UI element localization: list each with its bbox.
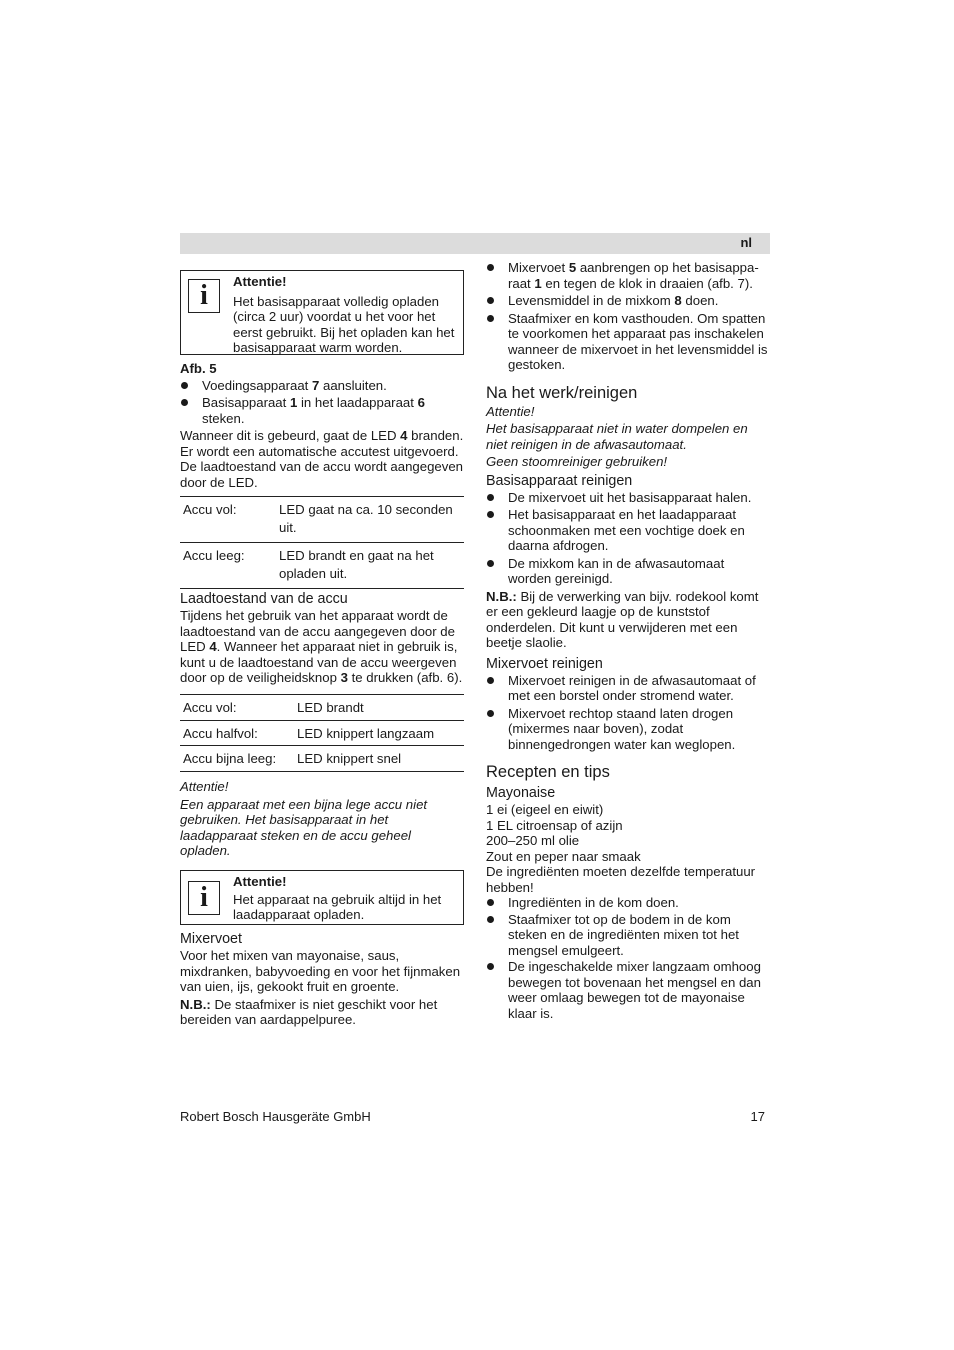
bullet-list <box>486 895 770 1021</box>
table-cell: Accu bijna leeg: <box>180 746 294 772</box>
section-heading: Mixervoet <box>180 931 242 947</box>
right-column <box>486 260 770 1021</box>
note-text: Het apparaat na gebruik altijd in het laadapparaat opladen. <box>233 891 442 922</box>
table-row <box>180 543 464 589</box>
paragraph: Voor het mixen van mayonaise, saus, mixdranken, babyvoeding en voor het fijnmaken van uien, ijs, gekookt fruit en groente. <box>180 948 461 994</box>
table-cell: Accu vol: <box>180 497 276 543</box>
attention-text: Geen stoomreiniger gebruiken! <box>486 454 668 469</box>
left-column-block-4 <box>180 930 464 1028</box>
section-heading: Laadtoestand van de accu <box>180 591 348 607</box>
bullet-list <box>486 673 770 753</box>
list-item: De mixervoet uit het basisapparaat halen. <box>486 490 770 506</box>
left-column-block-1 <box>180 361 464 490</box>
paragraph: Tijdens het gebruik van het apparaat wordt de laadtoestand van de accu aangegeven door de LED 4. Wanneer het apparaat niet in gebruik is, kunt u de laadtoestand van de accu weergeven door op de veiligheidsknop 3 te drukken (afb. 6). <box>180 608 463 685</box>
bullet-list <box>486 260 770 373</box>
ingredient: 1 EL citroensap of azijn <box>486 817 623 833</box>
left-column-block-2 <box>180 590 464 686</box>
attention-text: Een apparaat met een bijna lege accu niet gebruiken. Het basisapparaat in het laadapparaat steken en de accu geheel opladen. <box>180 796 428 858</box>
list-item: Staafmixer en kom vasthouden. Om spatten te voorkomen het apparaat pas inschakelen wanneer de mixervoet in het levensmiddel is gestoken. <box>486 311 770 373</box>
note-title: Attentie! <box>233 274 287 289</box>
table-row <box>180 720 464 746</box>
info-icon: i <box>188 279 220 313</box>
charge-level-table <box>180 694 464 772</box>
section-heading: Mixervoet reinigen <box>486 655 603 672</box>
bullet-list <box>486 490 770 587</box>
recipe-heading: Mayonaise <box>486 785 556 801</box>
table-cell: LED knippert snel <box>294 746 464 772</box>
figure-ref: Afb. 5 <box>180 361 217 376</box>
ingredient: 1 ei (eigeel en eiwit) <box>486 802 604 817</box>
table-cell: Accu halfvol: <box>180 720 294 746</box>
list-item: Mixervoet reinigen in de afwasautomaat of met een borstel onder stromend water. <box>486 673 770 704</box>
footer-company: Robert Bosch Hausgeräte GmbH <box>180 1109 371 1124</box>
table-cell: Accu vol: <box>180 695 294 721</box>
section-heading: Basisapparaat reinigen <box>486 472 633 489</box>
list-item: Mixervoet rechtop staand laten drogen (mixermes naar boven), zodat binnengedrongen water kan weglopen. <box>486 706 770 753</box>
table-cell: LED gaat na ca. 10 seconden uit. <box>276 497 464 543</box>
table-row <box>180 497 464 543</box>
ingredient: Zout en peper naar smaak <box>486 848 641 864</box>
list-item: Voedingsapparaat 7 aansluiten. <box>180 378 464 394</box>
table-cell: LED knippert langzaam <box>294 720 464 746</box>
led-status-table <box>180 496 464 589</box>
list-item: De ingeschakelde mixer langzaam omhoog bewegen tot bovenaan het mengsel en dan weer omlaag bewegen tot de mayonaise klaar is. <box>486 959 770 1021</box>
list-item: Ingrediënten in de kom doen. <box>486 895 770 911</box>
note-paragraph: N.B.: De staafmixer is niet geschikt voor het bereiden van aardappelpuree. <box>180 996 438 1027</box>
attention-title: Attentie! <box>180 779 229 794</box>
info-note-recharge <box>180 870 464 925</box>
list-item: Het basisapparaat en het laadapparaat schoonmaken met een vochtige doek en daarna afdrogen. <box>486 507 770 554</box>
table-row <box>180 746 464 772</box>
bullet-list <box>180 378 464 427</box>
table-row <box>180 695 464 721</box>
paragraph: De ingrediënten moeten dezelfde temperatuur hebben! <box>486 864 756 895</box>
info-note-charge <box>180 270 464 355</box>
table-cell: LED brandt en gaat na het opladen uit. <box>276 543 464 589</box>
list-item: Mixervoet 5 aanbrengen op het basisapparaat 1 en tegen de klok in draaien (afb. 7). <box>486 260 770 291</box>
paragraph: Wanneer dit is gebeurd, gaat de LED 4 branden. Er wordt een automatische accutest uitgevoerd. De laadtoestand van de accu wordt aangegeven door de LED. <box>180 428 464 490</box>
page-number: 17 <box>750 1109 765 1124</box>
note-text: Het basisapparaat volledig opladen (circa 2 uur) voordat u het voor het eerst gebruikt. Bij het opladen kan het basisapparaat warm worden. <box>233 293 455 355</box>
list-item: De mixkom kan in de afwasautomaat worden gereinigd. <box>486 556 770 587</box>
section-heading: Recepten en tips <box>486 763 610 781</box>
ingredient: 200–250 ml olie <box>486 833 580 848</box>
info-icon: i <box>188 881 220 915</box>
note-title: Attentie! <box>233 874 287 889</box>
list-item: Levensmiddel in de mixkom 8 doen. <box>486 293 770 309</box>
attention-text: Het basisapparaat niet in water dompelen en niet reinigen in de afwasautomaat. <box>486 421 748 452</box>
list-item: Basisapparaat 1 in het laadapparaat 6 steken. <box>180 395 464 426</box>
list-item: Staafmixer tot op de bodem in de kom steken en de ingrediënten mixen tot het mengsel emulgeert. <box>486 912 770 959</box>
language-bar <box>180 233 770 254</box>
section-heading: Na het werk/reinigen <box>486 383 638 402</box>
note-paragraph: N.B.: Bij de verwerking van bijv. rodekool komt er een gekleurd laagje op de kunststof onderdelen. Dit kunt u verwijderen met een beetje slaolie. <box>486 588 759 650</box>
language-code: nl <box>740 235 752 250</box>
left-column-block-3 <box>180 779 464 859</box>
table-cell: LED brandt <box>294 695 464 721</box>
attention-title: Attentie! <box>486 403 535 419</box>
table-cell: Accu leeg: <box>180 543 276 589</box>
